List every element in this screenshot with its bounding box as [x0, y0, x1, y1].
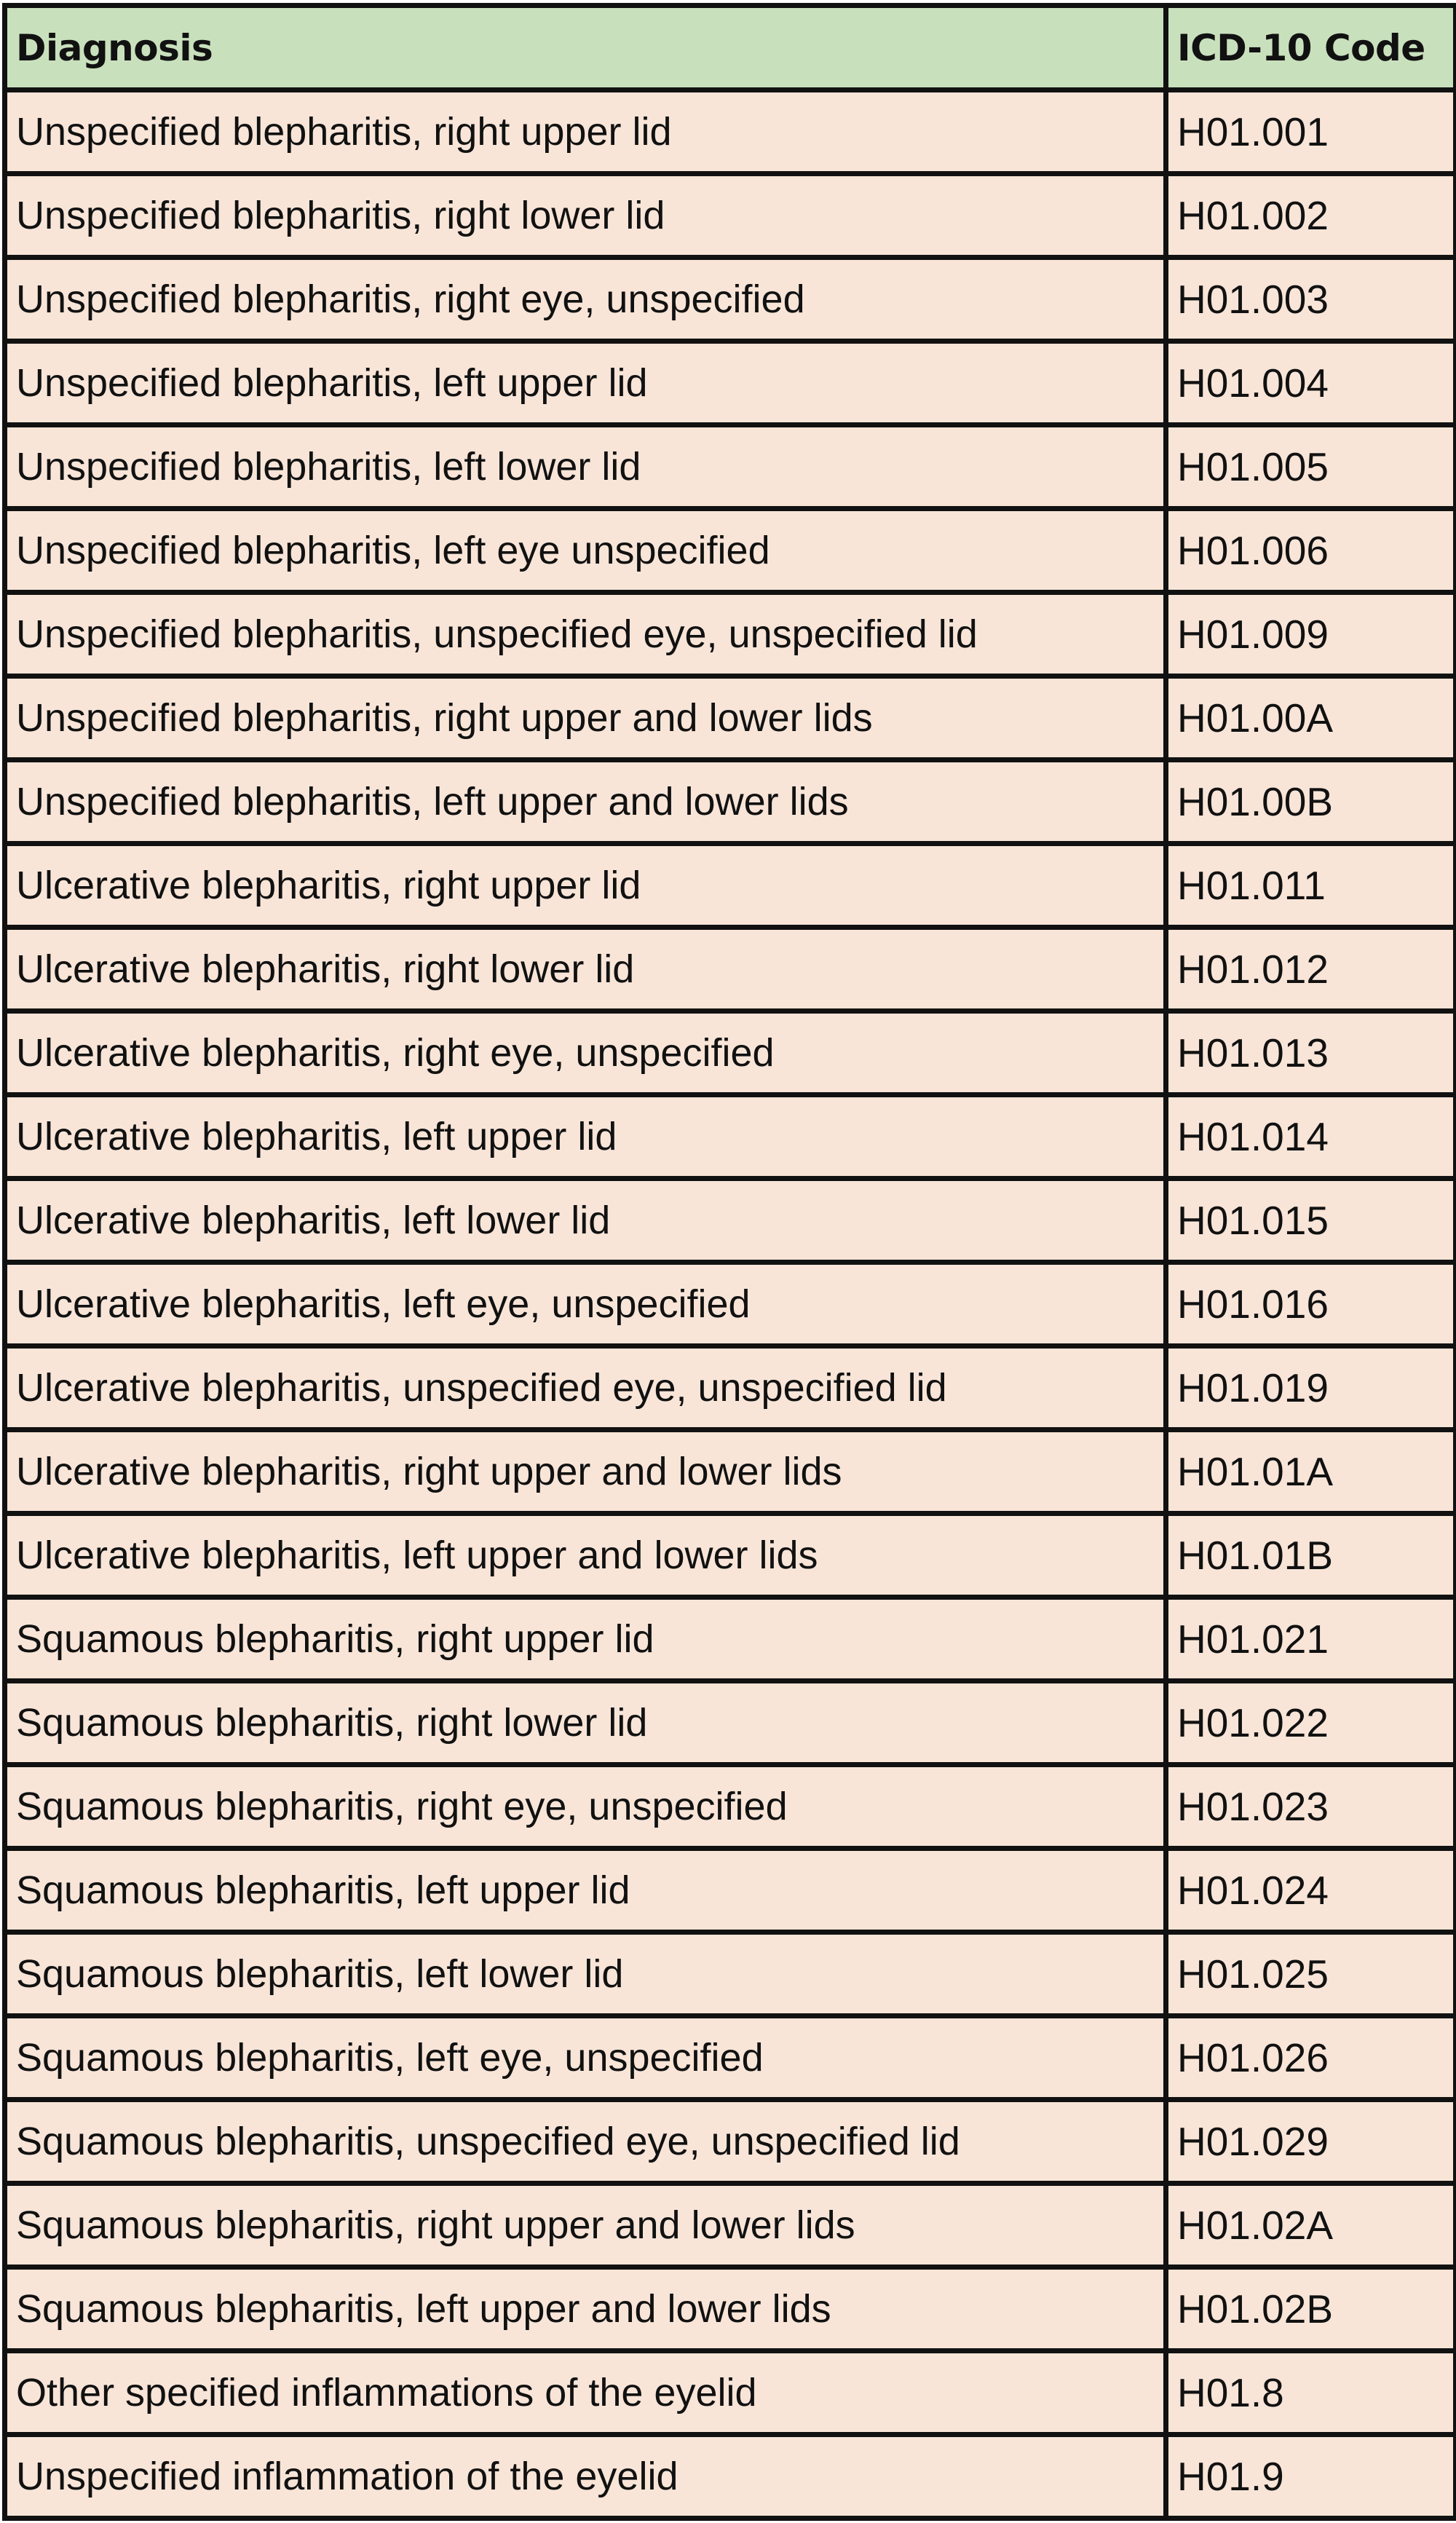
table-row — [5, 1346, 1456, 1430]
table-row — [5, 509, 1456, 593]
table-row — [5, 174, 1456, 258]
table-row — [5, 1681, 1456, 1765]
diagnosis-cell: Ulcerative blepharitis, left upper and lower lids — [5, 1514, 1166, 1598]
icd10-code-cell: H01.024 — [1166, 1849, 1456, 1932]
icd10-code-cell: H01.025 — [1166, 1932, 1456, 2016]
icd10-code-cell: H01.004 — [1166, 341, 1456, 425]
diagnosis-cell: Squamous blepharitis, right upper lid — [5, 1598, 1166, 1681]
icd10-code-cell: H01.00A — [1166, 676, 1456, 760]
diagnosis-cell: Unspecified blepharitis, right lower lid — [5, 174, 1166, 258]
diagnosis-cell: Unspecified inflammation of the eyelid — [5, 2435, 1166, 2519]
icd10-code-cell: H01.9 — [1166, 2435, 1456, 2519]
icd10-code-cell: H01.026 — [1166, 2016, 1456, 2100]
icd10-code-cell: H01.014 — [1166, 1095, 1456, 1179]
icd10-code-cell: H01.011 — [1166, 844, 1456, 928]
table-row — [5, 1932, 1456, 2016]
table-row — [5, 1179, 1456, 1263]
icd10-code-cell: H01.003 — [1166, 258, 1456, 341]
diagnosis-cell: Unspecified blepharitis, unspecified eye, unspecified lid — [5, 593, 1166, 676]
diagnosis-cell: Unspecified blepharitis, left upper and lower lids — [5, 760, 1166, 844]
icd10-code-cell: H01.023 — [1166, 1765, 1456, 1849]
column-header-icd10-code: ICD-10 Code — [1166, 6, 1456, 90]
column-header-diagnosis: Diagnosis — [5, 6, 1166, 90]
diagnosis-cell: Ulcerative blepharitis, left upper lid — [5, 1095, 1166, 1179]
diagnosis-cell: Other specified inflammations of the eyelid — [5, 2351, 1166, 2435]
diagnosis-cell: Squamous blepharitis, left lower lid — [5, 1932, 1166, 2016]
icd10-code-cell: H01.00B — [1166, 760, 1456, 844]
diagnosis-cell: Ulcerative blepharitis, unspecified eye, unspecified lid — [5, 1346, 1166, 1430]
diagnosis-cell: Unspecified blepharitis, left lower lid — [5, 425, 1166, 509]
diagnosis-cell: Unspecified blepharitis, left upper lid — [5, 341, 1166, 425]
table-row — [5, 341, 1456, 425]
table-row — [5, 1430, 1456, 1514]
icd10-code-cell: H01.022 — [1166, 1681, 1456, 1765]
diagnosis-cell: Squamous blepharitis, left eye, unspecified — [5, 2016, 1166, 2100]
table-row — [5, 2351, 1456, 2435]
table-row — [5, 2184, 1456, 2267]
icd10-code-cell: H01.009 — [1166, 593, 1456, 676]
table-row — [5, 2435, 1456, 2519]
table-row — [5, 1095, 1456, 1179]
table-row — [5, 928, 1456, 1011]
icd10-code-cell: H01.006 — [1166, 509, 1456, 593]
icd10-code-cell: H01.02A — [1166, 2184, 1456, 2267]
diagnosis-cell: Unspecified blepharitis, right eye, unspecified — [5, 258, 1166, 341]
table-row — [5, 1849, 1456, 1932]
table-row — [5, 1263, 1456, 1346]
icd10-code-cell: H01.021 — [1166, 1598, 1456, 1681]
diagnosis-cell: Ulcerative blepharitis, right upper and lower lids — [5, 1430, 1166, 1514]
diagnosis-cell: Ulcerative blepharitis, right upper lid — [5, 844, 1166, 928]
header-row — [5, 6, 1456, 90]
table-row — [5, 2100, 1456, 2184]
diagnosis-cell: Ulcerative blepharitis, left eye, unspecified — [5, 1263, 1166, 1346]
table-row — [5, 258, 1456, 341]
icd10-code-cell: H01.005 — [1166, 425, 1456, 509]
table-row — [5, 2016, 1456, 2100]
icd10-code-cell: H01.01A — [1166, 1430, 1456, 1514]
table-row — [5, 2267, 1456, 2351]
table-row — [5, 676, 1456, 760]
table-row — [5, 1765, 1456, 1849]
table-row — [5, 760, 1456, 844]
icd10-code-cell: H01.002 — [1166, 174, 1456, 258]
diagnosis-cell: Squamous blepharitis, left upper lid — [5, 1849, 1166, 1932]
diagnosis-cell: Ulcerative blepharitis, left lower lid — [5, 1179, 1166, 1263]
icd10-code-cell: H01.012 — [1166, 928, 1456, 1011]
table-row — [5, 844, 1456, 928]
diagnosis-cell: Unspecified blepharitis, right upper lid — [5, 90, 1166, 174]
table-row — [5, 1011, 1456, 1095]
diagnosis-cell: Squamous blepharitis, unspecified eye, unspecified lid — [5, 2100, 1166, 2184]
icd10-code-cell: H01.8 — [1166, 2351, 1456, 2435]
icd10-code-cell: H01.015 — [1166, 1179, 1456, 1263]
icd10-code-cell: H01.01B — [1166, 1514, 1456, 1598]
diagnosis-cell: Squamous blepharitis, right eye, unspecified — [5, 1765, 1166, 1849]
diagnosis-cell: Unspecified blepharitis, left eye unspecified — [5, 509, 1166, 593]
table-header — [5, 6, 1456, 90]
icd10-code-cell: H01.02B — [1166, 2267, 1456, 2351]
icd10-code-cell: H01.019 — [1166, 1346, 1456, 1430]
diagnosis-cell: Ulcerative blepharitis, right lower lid — [5, 928, 1166, 1011]
diagnosis-cell: Ulcerative blepharitis, right eye, unspecified — [5, 1011, 1166, 1095]
table-body — [5, 90, 1456, 2519]
table-row — [5, 425, 1456, 509]
icd10-code-table — [2, 3, 1456, 2521]
table-row — [5, 90, 1456, 174]
diagnosis-cell: Squamous blepharitis, right lower lid — [5, 1681, 1166, 1765]
diagnosis-cell: Unspecified blepharitis, right upper and lower lids — [5, 676, 1166, 760]
icd10-code-cell: H01.016 — [1166, 1263, 1456, 1346]
diagnosis-cell: Squamous blepharitis, right upper and lower lids — [5, 2184, 1166, 2267]
table-row — [5, 1598, 1456, 1681]
diagnosis-cell: Squamous blepharitis, left upper and lower lids — [5, 2267, 1166, 2351]
table-row — [5, 1514, 1456, 1598]
icd10-code-cell: H01.001 — [1166, 90, 1456, 174]
icd10-code-cell: H01.013 — [1166, 1011, 1456, 1095]
table-row — [5, 593, 1456, 676]
icd10-code-cell: H01.029 — [1166, 2100, 1456, 2184]
